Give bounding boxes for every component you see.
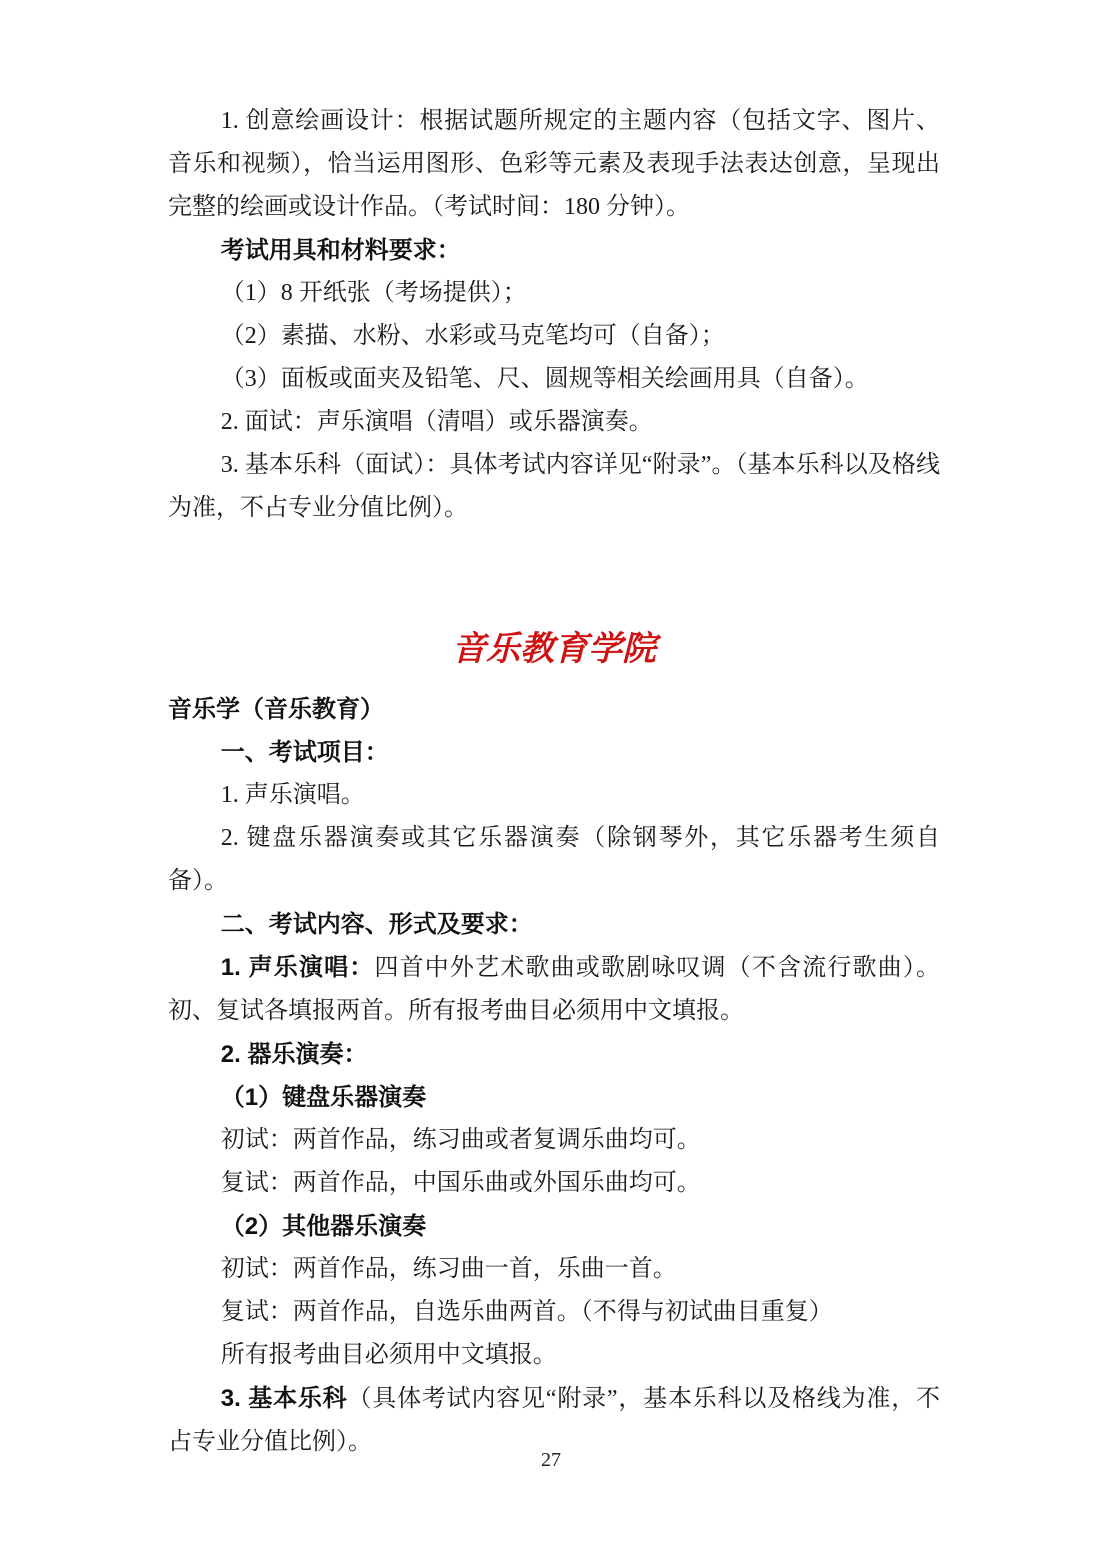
- material-item-2: （2）素描、水粉、水彩或马克笔均可（自备）；: [220, 323, 725, 349]
- other-first-round: 初试：两首作品，练习曲一首，乐曲一首。: [220, 1256, 677, 1282]
- keyboard-first-round: 初试：两首作品，练习曲或者复调乐曲均可。: [220, 1127, 701, 1153]
- material-item-1: （1）8 开纸张（考场提供）；: [220, 280, 527, 306]
- heading-keyboard-performance: （1）键盘乐器演奏: [220, 1084, 427, 1111]
- heading-exam-materials: 考试用具和材料要求：: [220, 237, 461, 264]
- exam-item-vocal: 1. 声乐演唱。: [220, 782, 365, 808]
- paragraph-creative-drawing: 1. 创意绘画设计：根据试题所规定的主题内容（包括文字、图片、音乐和视频），恰当运用图形、色彩等元素及表现手法表达创意，呈现出完整的绘画或设计作品。（考试时间：180 分钟）。: [168, 108, 940, 220]
- paragraph-vocal-performance: [168, 946, 940, 1033]
- heading-exam-content: 二、考试内容、形式及要求：: [220, 911, 533, 938]
- document-content: [168, 100, 940, 1464]
- other-second-round: 复试：两首作品，自选乐曲两首。（不得与初试曲目重复）: [220, 1299, 833, 1325]
- paragraph-basic-music-intro: 3. 基本乐科（面试）：具体考试内容详见“附录”。（基本乐科以及格线为准，不占专业分值比例）。: [168, 452, 940, 521]
- vocal-performance-text: 四首中外艺术歌曲或歌剧咏叹调（不含流行歌曲）。初、复试各填报两首。所有报考曲目必须用中文填报。: [168, 955, 940, 1024]
- material-item-3: （3）面板或面夹及铅笔、尺、圆规等相关绘画用具（自备）。: [220, 366, 869, 392]
- keyboard-second-round: 复试：两首作品，中国乐曲或外国乐曲均可。: [220, 1170, 701, 1196]
- basic-music-label: 3. 基本乐科: [220, 1385, 348, 1412]
- heading-exam-items: 一、考试项目：: [220, 739, 389, 766]
- paragraph-interview: 2. 面试：声乐演唱（清唱）或乐器演奏。: [220, 409, 653, 435]
- major-name: 音乐学（音乐教育）: [168, 696, 384, 723]
- exam-item-keyboard: 2. 键盘乐器演奏或其它乐器演奏（除钢琴外，其它乐器考生须自备）。: [168, 825, 940, 894]
- page-number: 27: [541, 1449, 561, 1471]
- college-title: 音乐教育学院: [452, 630, 656, 668]
- basic-music-text: （具体考试内容见“附录”，基本乐科以及格线为准，不占专业分值比例）。: [168, 1386, 940, 1455]
- heading-instrumental: 2. 器乐演奏：: [220, 1041, 368, 1068]
- heading-other-instrument: （2）其他器乐演奏: [220, 1213, 427, 1240]
- other-note: 所有报考曲目必须用中文填报。: [220, 1342, 557, 1368]
- vocal-performance-label: 1. 声乐演唱：: [220, 954, 375, 981]
